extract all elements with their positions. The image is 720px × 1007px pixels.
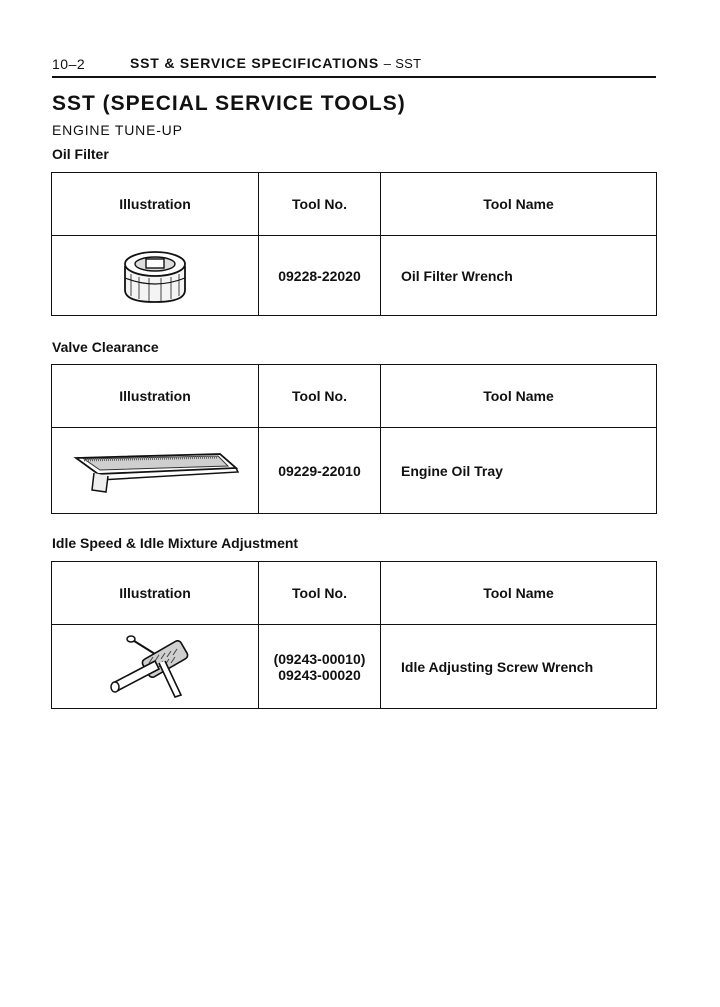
screw-wrench-icon: [105, 631, 205, 703]
page-number: 10–2: [52, 56, 86, 72]
oil-filter-wrench-icon: [115, 244, 195, 308]
tool-number-cell: [259, 236, 381, 316]
table-row: [52, 625, 657, 709]
section-label-valve-clearance: Valve Clearance: [52, 339, 159, 355]
section-label-oil-filter: Oil Filter: [52, 146, 109, 162]
tool-name: Oil Filter Wrench: [401, 267, 513, 284]
running-title-main: SST & SERVICE SPECIFICATIONS: [130, 55, 380, 71]
tool-table-idle-speed: [51, 561, 657, 709]
tool-name-cell: [381, 625, 657, 709]
column-header-tool-name: Tool Name: [381, 173, 657, 236]
tool-number: 09228-22020: [278, 267, 361, 284]
page-title: SST (SPECIAL SERVICE TOOLS): [52, 92, 406, 115]
tool-table-valve-clearance: [51, 364, 657, 514]
table-row: [52, 236, 657, 316]
column-header-tool-name: Tool Name: [381, 365, 657, 428]
tool-number: 09229-22010: [278, 462, 361, 479]
illustration-cell: [52, 236, 259, 316]
tool-table-oil-filter: [51, 172, 657, 316]
column-header-illustration: Illustration: [52, 173, 259, 236]
column-header-tool-no: Tool No.: [259, 173, 381, 236]
running-title-sub: – SST: [383, 56, 422, 71]
page-subtitle: ENGINE TUNE-UP: [52, 122, 183, 138]
column-header-illustration: Illustration: [52, 562, 259, 625]
table-header-row: [52, 173, 657, 236]
tool-number-cell: [259, 625, 381, 709]
running-title: [130, 55, 421, 71]
page-header: [52, 52, 656, 78]
tool-name-cell: [381, 428, 657, 514]
tool-number: 09243-00020: [278, 666, 361, 683]
illustration-cell: [52, 428, 259, 514]
tool-name-cell: [381, 236, 657, 316]
column-header-illustration: Illustration: [52, 365, 259, 428]
tool-number-cell: [259, 428, 381, 514]
table-header-row: [52, 562, 657, 625]
illustration-cell: [52, 625, 259, 709]
column-header-tool-no: Tool No.: [259, 365, 381, 428]
engine-oil-tray-icon: [70, 446, 240, 496]
tool-name: Idle Adjusting Screw Wrench: [401, 658, 594, 675]
column-header-tool-no: Tool No.: [259, 562, 381, 625]
column-header-tool-name: Tool Name: [381, 562, 657, 625]
section-label-idle-speed: Idle Speed & Idle Mixture Adjustment: [52, 535, 299, 551]
table-header-row: [52, 365, 657, 428]
tool-name: Engine Oil Tray: [401, 462, 503, 479]
table-row: [52, 428, 657, 514]
tool-number-alt: (09243-00010): [273, 650, 366, 667]
